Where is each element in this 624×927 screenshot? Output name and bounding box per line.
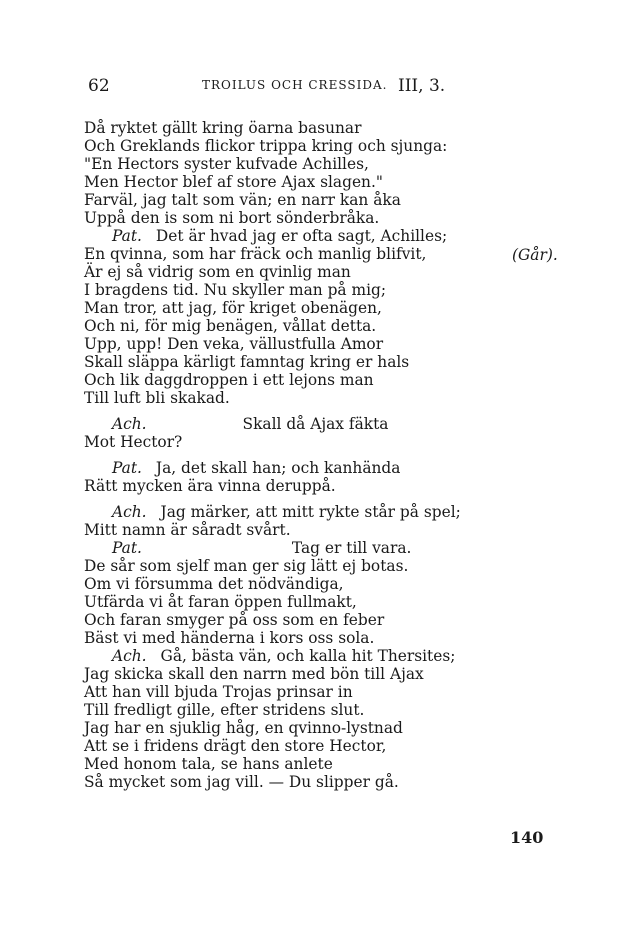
verse-line bbox=[84, 263, 554, 281]
line-text: Och faran smyger på oss som en feber bbox=[84, 611, 385, 629]
line-text: Och lik daggdroppen i ett lejons man bbox=[84, 371, 374, 389]
verse-line bbox=[84, 611, 554, 629]
speaker-name: Ach. bbox=[112, 503, 147, 521]
verse-line bbox=[84, 701, 554, 719]
verse-line bbox=[84, 335, 554, 353]
line-text: Rätt mycken ära vinna deruppå. bbox=[84, 477, 336, 495]
line-text: "En Hectors syster kufvade Achilles, bbox=[84, 155, 369, 173]
line-text: Skall släppa kärligt famntag kring er hals bbox=[84, 353, 410, 371]
line-text: Är ej så vidrig som en qvinlig man bbox=[84, 263, 351, 281]
verse-line bbox=[84, 647, 554, 665]
line-text: Mitt namn är såradt svårt. bbox=[84, 521, 291, 539]
line-text: Farväl, jag talt som vän; en narr kan åka bbox=[84, 191, 401, 209]
verse-line bbox=[84, 665, 554, 683]
running-title: TROILUS OCH CRESSIDA. bbox=[202, 78, 388, 92]
verse-line bbox=[84, 227, 554, 245]
verse-line bbox=[84, 503, 554, 521]
line-text: I bragdens tid. Nu skyller man på mig; bbox=[84, 281, 387, 299]
signature-mark: 140 bbox=[510, 828, 544, 847]
verse-line bbox=[84, 521, 554, 539]
line-text: Uppå den is som ni bort sönderbråka. bbox=[84, 209, 380, 227]
line-text: Skall då Ajax fäkta bbox=[242, 415, 389, 433]
verse-line bbox=[84, 773, 554, 791]
line-text: Ja, det skall han; och kanhända bbox=[155, 459, 401, 477]
verse-line bbox=[84, 477, 554, 495]
line-text: Och Greklands flickor trippa kring och sjunga: bbox=[84, 137, 448, 155]
line-text: Så mycket som jag vill. — Du slipper gå. bbox=[84, 773, 399, 791]
act-scene: III, 3. bbox=[398, 76, 446, 96]
line-text: Upp, upp! Den veka, vällustfulla Amor bbox=[84, 335, 384, 353]
verse-line bbox=[84, 389, 554, 407]
verse-line bbox=[84, 415, 554, 433]
verse-line bbox=[84, 719, 554, 737]
verse-line bbox=[84, 629, 554, 647]
line-text: Till fredligt gille, efter stridens slut. bbox=[84, 701, 365, 719]
line-text: Gå, bästa vän, och kalla hit Thersites; bbox=[160, 647, 456, 665]
verse-line bbox=[84, 281, 554, 299]
verse-line bbox=[84, 299, 554, 317]
verse-line bbox=[84, 137, 554, 155]
page-header bbox=[88, 76, 448, 98]
line-text: Man tror, att jag, för kriget obenägen, bbox=[84, 299, 382, 317]
speaker-name: Ach. bbox=[112, 415, 147, 433]
verse-line bbox=[84, 683, 554, 701]
verse-line bbox=[84, 209, 554, 227]
speaker-name: Pat. bbox=[112, 227, 142, 245]
line-text: Jag har en sjuklig håg, en qvinno-lystnad bbox=[84, 719, 403, 737]
speaker-name: Pat. bbox=[112, 539, 142, 557]
verse-line bbox=[84, 459, 554, 477]
stage-direction: (Går). bbox=[512, 246, 558, 264]
verse-line bbox=[84, 317, 554, 335]
verse-line bbox=[84, 539, 554, 557]
verse-line bbox=[84, 737, 554, 755]
line-text: Bäst vi med händerna i kors oss sola. bbox=[84, 629, 375, 647]
verse-text bbox=[84, 119, 554, 791]
verse-line bbox=[84, 191, 554, 209]
line-text: De sår som sjelf man ger sig lätt ej botas. bbox=[84, 557, 409, 575]
verse-line bbox=[84, 353, 554, 371]
line-text: En qvinna, som har fräck och manlig blifvit, bbox=[84, 245, 427, 263]
line-text: Om vi försumma det nödvändiga, bbox=[84, 575, 344, 593]
line-text: Utfärda vi åt faran öppen fullmakt, bbox=[84, 593, 357, 611]
line-text: Med honom tala, se hans anlete bbox=[84, 755, 333, 773]
line-text: Till luft bli skakad. bbox=[84, 389, 230, 407]
verse-line bbox=[84, 557, 554, 575]
line-text: Då ryktet gällt kring öarna basunar bbox=[84, 119, 362, 137]
verse-line bbox=[84, 173, 554, 191]
line-text: Men Hector blef af store Ajax slagen." bbox=[84, 173, 383, 191]
verse-line bbox=[84, 155, 554, 173]
speaker-name: Pat. bbox=[112, 459, 142, 477]
line-text: Mot Hector? bbox=[84, 433, 183, 451]
speaker-name: Ach. bbox=[112, 647, 147, 665]
line-text: Att han vill bjuda Trojas prinsar in bbox=[84, 683, 353, 701]
verse-line bbox=[84, 593, 554, 611]
line-text: Jag märker, att mitt rykte står på spel; bbox=[160, 503, 461, 521]
verse-line bbox=[84, 245, 554, 263]
verse-line bbox=[84, 371, 554, 389]
line-text: Att se i fridens drägt den store Hector, bbox=[84, 737, 387, 755]
verse-line bbox=[84, 755, 554, 773]
line-text: Det är hvad jag er ofta sagt, Achilles; bbox=[155, 227, 448, 245]
line-text: Och ni, för mig benägen, vållat detta. bbox=[84, 317, 377, 335]
line-text: Jag skicka skall den narrn med bön till Ajax bbox=[84, 665, 424, 683]
line-text: Tag er till vara. bbox=[291, 539, 412, 557]
page-number: 62 bbox=[88, 76, 110, 96]
verse-line bbox=[84, 575, 554, 593]
verse-line bbox=[84, 433, 554, 451]
verse-line bbox=[84, 119, 554, 137]
